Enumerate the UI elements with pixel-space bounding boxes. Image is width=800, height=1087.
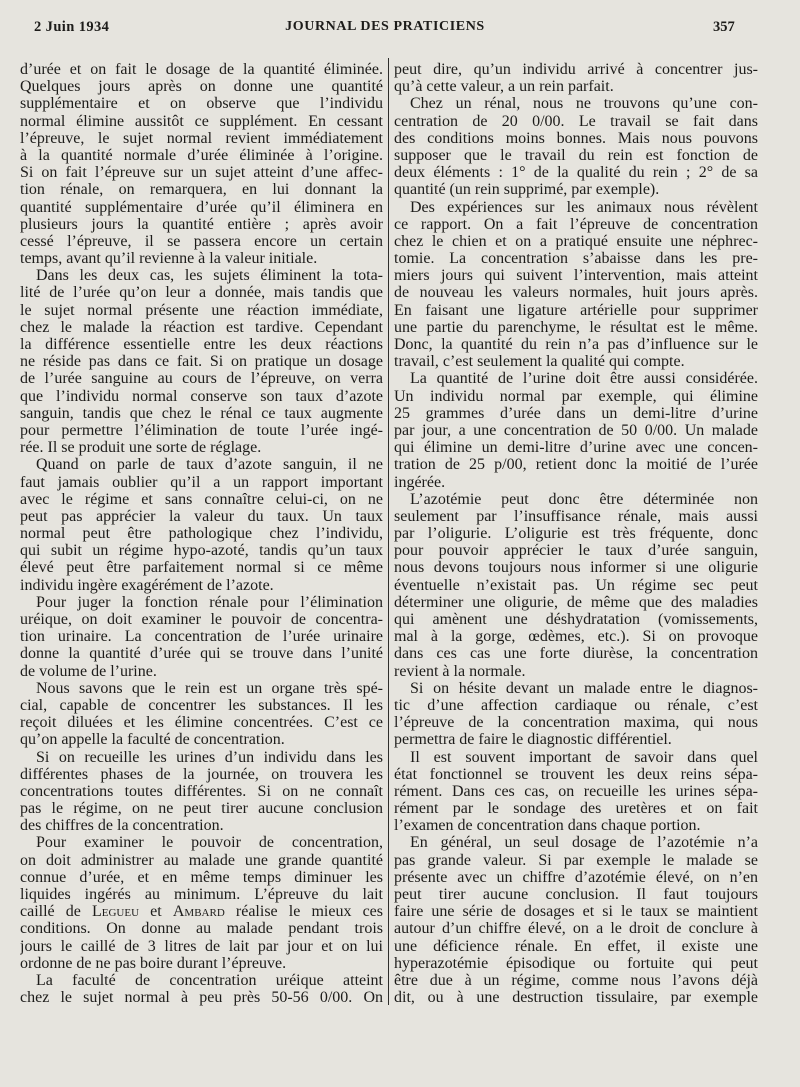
text-line: dans ces cas une forte diurèse, la concentration <box>394 645 758 663</box>
text-line: liquides ingérés au minimum. L’épreuve du lait <box>20 886 383 903</box>
paragraph <box>394 491 758 680</box>
text-line: chez le sujet normal à peu près 50-56 0/00. On <box>20 989 383 1007</box>
text-line: de volume de l’urine. <box>20 662 157 680</box>
author-name: Ambard <box>172 903 225 921</box>
text-line: à la quantité normale d’urée éliminée à l’origine. <box>20 146 383 164</box>
text-line: Il est souvent important de savoir dans quel <box>410 748 758 766</box>
text-line: tration de 25 p/00, retient donc la moitié de l’urée <box>394 456 758 474</box>
text-line: Donc, la quantité du rein n’a pas d’influence sur le <box>394 336 758 353</box>
text-line: L’azotémie peut donc être déterminée non <box>410 490 758 508</box>
text-line: Nous savons que le rein est un organe très spé- <box>36 679 383 697</box>
text-line: jours le caillé de 3 litres de lait par jour et on lui <box>20 937 383 955</box>
paragraph <box>394 61 758 95</box>
text-line: rée. Il se produit une sorte de réglage. <box>20 439 262 457</box>
paragraph <box>20 680 383 749</box>
text-line: Chez un rénal, nous ne trouvons qu’une con- <box>410 95 758 113</box>
paragraph <box>20 61 383 267</box>
running-header <box>0 19 800 39</box>
text-line: Pour juger la fonction rénale pour l’élimination <box>36 593 383 611</box>
text-line: sanguin, tandis que chez le rénal ce taux augmente <box>20 404 383 422</box>
text-line: revient à la normale. <box>394 662 526 680</box>
text-line: être due à un régime, comme nous l’avons déjà <box>394 971 758 989</box>
text-line: uréique, on doit examiner le pouvoir de concentra- <box>20 611 383 628</box>
text-line: travail, c’est seulement la qualité qui compte. <box>394 353 685 371</box>
text-line: élevé peut être parfaitement normal si ce même <box>20 559 383 577</box>
text-line: ingérée. <box>394 473 446 491</box>
issue-date: 2 Juin 1934 <box>34 19 110 35</box>
text-line: l’épreuve de la concentration maxima, qui nous <box>394 714 758 732</box>
text-line: pas le régime, on ne peut tirer aucune conclusion <box>20 800 383 818</box>
text-line: tion urinaire. La concentration de l’urée urinaire <box>20 628 383 646</box>
text-line: centration de 20 0/00. Le travail se fait dans <box>394 112 758 130</box>
text-line: connue d’urée, et en même temps diminuer les <box>20 868 383 886</box>
paragraph <box>20 456 383 594</box>
left-column <box>20 61 383 1006</box>
text-line: l’examen de concentration dans chaque portion. <box>394 817 701 835</box>
text-line: La quantité de l’urine doit être aussi considérée. <box>410 370 758 388</box>
text-line: Des expériences sur les animaux nous révèlent <box>410 198 758 216</box>
text-line: l’épreuve, le sujet normal revient immédiatement <box>20 129 383 147</box>
text-line: qu’on appelle la faculté de concentration. <box>20 731 285 749</box>
text-line: Quand on parle de taux d’azote sanguin, il ne <box>36 456 383 474</box>
text-line: 25 grammes d’urée dans un demi-litre d’urine <box>394 404 758 422</box>
right-column <box>394 61 758 1006</box>
text-line: une partie du parenchyme, le résultat est le même. <box>394 318 758 336</box>
text-line: peut tirer aucune conclusion. Il faut toujours <box>394 886 758 903</box>
journal-title: JOURNAL DES PRATICIENS <box>285 19 485 34</box>
text-line: cessé l’épreuve, il se passera encore un certain <box>20 232 383 250</box>
text-line: hyperazotémie épisodique ou fortuite qui peut <box>394 954 758 972</box>
text-line: donne la quantité d’urée qui se trouve dans l’unité <box>20 645 383 663</box>
text-line: La faculté de concentration uréique atteint <box>36 971 383 989</box>
author-name: Legueu <box>92 903 140 921</box>
text-line: que l’individu normal conserve son taux d’azote <box>20 387 383 405</box>
text-line: pas grande valeur. Si par exemple le malade se <box>394 851 758 869</box>
text-line: la différence essentielle entre les deux réactions <box>20 336 383 353</box>
text-line: En faisant une ligature artérielle pour supprimer <box>394 301 758 319</box>
text-line: des conditions moins bonnes. Mais nous pouvons <box>394 129 758 147</box>
text-line: miers jours qui suivent l’intervention, mais atteint <box>394 267 758 285</box>
text-line: qu’à cette valeur, a un rein parfait. <box>394 78 614 96</box>
text-line: ce rapport. On a fait l’épreuve de concentration <box>394 215 758 233</box>
text-line: différentes phases de la journée, on trouvera les <box>20 765 383 783</box>
text-line: Pour examiner le pouvoir de concentration, <box>36 834 383 852</box>
text-line: qui subit un régime hypo-azoté, tandis qu’un taux <box>20 542 383 560</box>
paragraph <box>394 680 758 749</box>
text-line: Quelques jours après on donne une quantité <box>20 78 383 96</box>
paragraph <box>394 199 758 371</box>
text-line: pour permettre l’élimination de toute l’urée ingé- <box>20 421 383 439</box>
paragraph <box>394 749 758 835</box>
text-line: En général, un seul dosage de l’azotémie n’a <box>410 834 758 852</box>
text-line: faire une série de dosages et si le taux se maintient <box>394 903 758 921</box>
paragraph <box>394 370 758 490</box>
text-line: de l’urée sanguine au cours de l’épreuve, on verra <box>20 370 383 388</box>
text-line: plusieurs jours la quantité entière ; après avoir <box>20 215 383 233</box>
text-segment: et <box>139 903 173 921</box>
text-line: quantité (un rein supprimé, par exemple). <box>394 181 660 199</box>
column-divider <box>388 58 389 1005</box>
text-line: le sujet normal présente une réaction immédiate, <box>20 301 383 319</box>
text-line: seulement par l’insuffisance rénale, mais aussi <box>394 507 758 525</box>
text-line: par l’oligurie. L’oligurie est très fréquente, donc <box>394 525 758 543</box>
text-line: deux éléments : 1° de la qualité du rein ; 2° de sa <box>394 164 758 182</box>
text-line: Si on hésite devant un malade entre le diagnos- <box>410 679 758 697</box>
text-line: faut jamais oublier qu’il a un rapport important <box>20 473 383 491</box>
text-line: quantité supplémentaire d’urée qu’il éliminera en <box>20 198 383 216</box>
text-line: on doit administrer au malade une grande quantité <box>20 851 383 869</box>
text-line: Un individu normal par exemple, qui élimine <box>394 387 758 405</box>
text-line: tomie. La concentration s’abaisse dans les pre- <box>394 250 758 268</box>
text-line: normal élimine aussitôt ce supplément. En cessant <box>20 112 383 130</box>
page-number: 357 <box>713 19 735 35</box>
text-line: présente avec un chiffre d’azotémie élevé, on n’en <box>394 868 758 886</box>
text-line: tion rénale, on remarquera, en lui donnant la <box>20 181 383 199</box>
paragraph <box>20 834 383 972</box>
text-line: supplémentaire et on observe que l’individu <box>20 95 383 113</box>
text-line: cial, capable de concentrer les substances. Il les <box>20 696 383 714</box>
text-line: rément. Dans ces cas, on recueille les urines sépa- <box>394 782 758 800</box>
paragraph <box>394 95 758 198</box>
text-line: déterminer une oligurie, de même que des maladies <box>394 593 758 611</box>
text-line: une déficience rénale. En effet, il existe une <box>394 937 758 955</box>
text-line: qui amènent une déshydratation (vomissements, <box>394 611 758 628</box>
text-line: d’urée et on fait le dosage de la quantité éliminée. <box>20 61 383 78</box>
text-line: éventuelle n’existait pas. Un régime sec peut <box>394 576 758 594</box>
text-segment: réalise le mieux ces <box>224 903 383 921</box>
text-line: normal peut être pathologique chez l’individu, <box>20 525 383 543</box>
text-line <box>20 903 383 920</box>
text-line: reçoit diluées et les élimine concentrées. C’est ce <box>20 714 383 732</box>
paragraph <box>20 267 383 456</box>
text-line: autour d’un chiffre élevé, on a le droit de conclure à <box>394 920 758 938</box>
text-line: de nouveau les valeurs normales, huit jours après. <box>394 284 758 302</box>
text-line: peut dire, qu’un individu arrivé à concentrer jus- <box>394 61 758 78</box>
text-line: concentrations toutes différentes. Si on ne connaît <box>20 782 383 800</box>
paragraph <box>20 972 383 1006</box>
text-line: état fonctionnel se trouvent les deux reins sépa- <box>394 765 758 783</box>
text-line: temps, avant qu’il revienne à la valeur initiale. <box>20 250 318 268</box>
text-line: nous devons toujours nous informer si une oligurie <box>394 559 758 577</box>
text-line: des chiffres de la concentration. <box>20 817 224 835</box>
text-line: peut pas apprécier la valeur du taux. Un taux <box>20 507 383 525</box>
text-line: par jour, a une concentration de 50 0/00. Un malade <box>394 421 758 439</box>
text-line: tic d’une affection cardiaque ou rénale, c’est <box>394 696 758 714</box>
text-line: lité de l’urée qu’on leur a donnée, mais tandis que <box>20 284 383 302</box>
text-line: avec le régime et sans connaître celui-ci, on ne <box>20 490 383 508</box>
text-line: ne réside pas dans ce fait. Si on pratique un dosage <box>20 353 383 371</box>
text-line: ordonne de ne pas boire durant l’épreuve. <box>20 954 287 972</box>
text-line: permettra de faire le diagnostic différentiel. <box>394 731 672 749</box>
text-line: individu ingère exagérément de l’azote. <box>20 576 274 594</box>
text-segment: caillé de <box>20 903 92 921</box>
paragraph <box>20 749 383 835</box>
text-line: mal à la gorge, œdèmes, etc.). Si on provoque <box>394 628 758 646</box>
text-line: supposer que le travail du rein est fonction de <box>394 146 758 164</box>
text-line: dit, ou à une destruction tissulaire, par exemple <box>394 989 758 1007</box>
text-line: Dans les deux cas, les sujets éliminent la tota- <box>36 267 383 285</box>
text-line: Si on recueille les urines d’un individu dans les <box>36 748 383 766</box>
text-line: rément par le sondage des uretères et on fait <box>394 800 758 818</box>
paragraph <box>20 594 383 680</box>
text-line: Si on fait l’épreuve sur un sujet atteint d’une affec- <box>20 164 383 182</box>
text-line: qui élimine un demi-litre d’urine avec une concen- <box>394 439 758 457</box>
text-line: chez le chien et on a pratiqué ensuite une néphrec- <box>394 232 758 250</box>
text-line: chez le malade la réaction est tardive. Cependant <box>20 318 383 336</box>
text-line: pour pouvoir apprécier le taux d’urée sanguin, <box>394 542 758 560</box>
paragraph <box>394 834 758 1006</box>
text-line: conditions. On donne au malade pendant trois <box>20 920 383 938</box>
